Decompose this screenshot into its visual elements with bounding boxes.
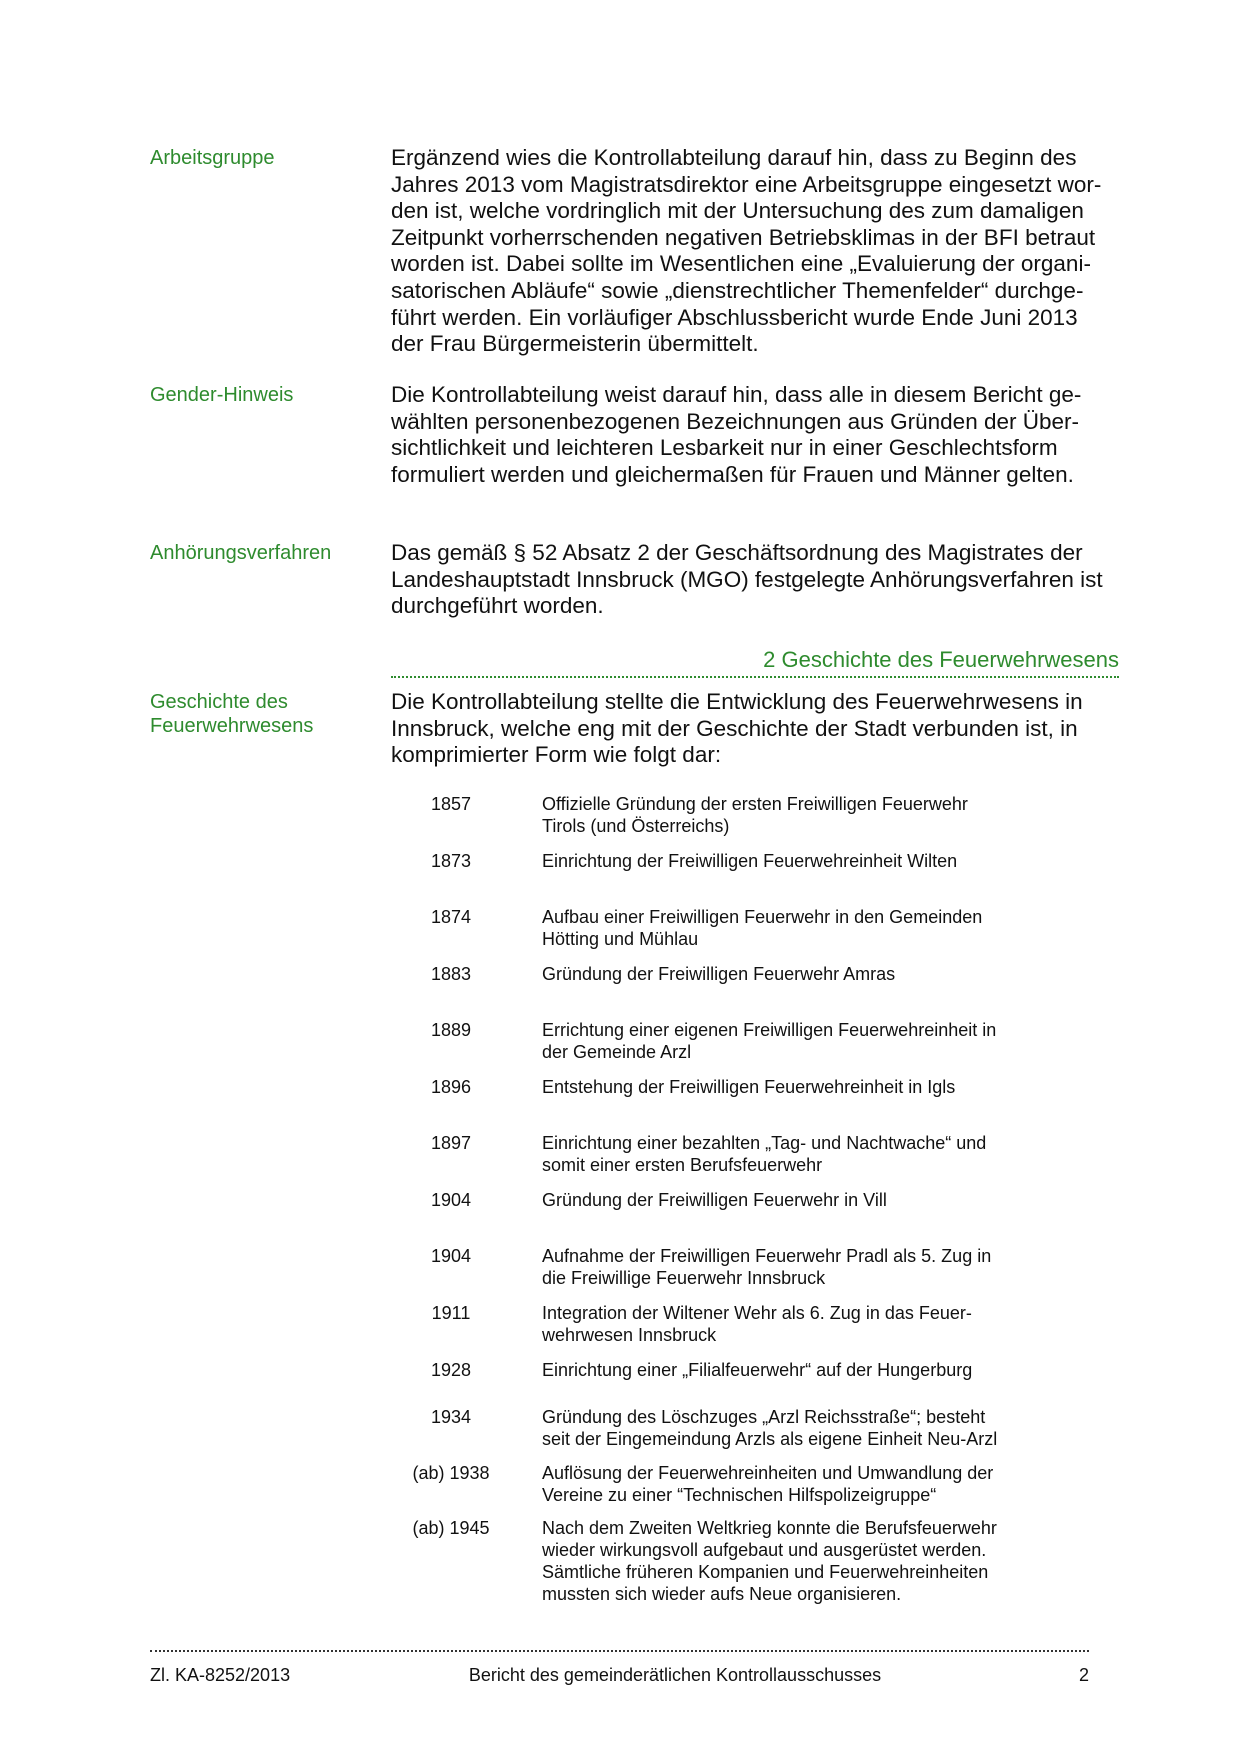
paragraph-gender-hinweis: [391, 382, 1119, 488]
timeline-text: [542, 1462, 1042, 1506]
timeline-text: [542, 1189, 1042, 1211]
timeline-line: Hötting und Mühlau: [542, 929, 699, 949]
timeline-year: 1874: [430, 907, 472, 927]
timeline-year: (ab) 1945: [412, 1518, 490, 1538]
paragraph-line: Die Kontrollabteilung stellte die Entwicklung des Feuerwehrwesens in: [391, 689, 1083, 714]
timeline-line: Errichtung einer eigenen Freiwilligen Feuerwehreinheit in: [542, 1020, 997, 1040]
timeline-text: [542, 1019, 1042, 1063]
paragraph-line: durchgeführt worden.: [391, 593, 604, 619]
paragraph-anhoerungsverfahren: [391, 540, 1119, 620]
timeline-line: Aufnahme der Freiwilligen Feuerwehr Pradl als 5. Zug in: [542, 1246, 992, 1266]
paragraph-line: der Frau Bürgermeisterin übermittelt.: [391, 331, 759, 357]
paragraph-arbeitsgruppe: [391, 145, 1119, 358]
timeline-line: Gründung der Freiwilligen Feuerwehr Amras: [542, 964, 896, 984]
timeline-line: die Freiwillige Feuerwehr Innsbruck: [542, 1268, 826, 1288]
timeline-line: Tirols (und Österreichs): [542, 816, 730, 836]
paragraph-line: Zeitpunkt vorherrschenden negativen Betriebsklimas in der BFI betraut: [391, 224, 1096, 250]
margin-label-line: Geschichte des: [150, 691, 288, 713]
margin-label-anhoerungsverfahren: Anhörungsverfahren: [150, 542, 332, 564]
timeline-text: [542, 1245, 1042, 1289]
paragraph-line: Das gemäß § 52 Absatz 2 der Geschäftsordnung des Magistrates der: [391, 540, 1083, 565]
timeline-text: [542, 1406, 1042, 1450]
timeline-year: 1911: [431, 1303, 471, 1323]
paragraph-line: sichtlichkeit und leichteren Lesbarkeit nur in einer Geschlechtsform: [391, 435, 1058, 461]
timeline-line: Nach dem Zweiten Weltkrieg konnte die Berufsfeuerwehr: [542, 1518, 997, 1538]
timeline-line: Gründung des Löschzuges „Arzl Reichsstraße“; besteht: [542, 1407, 986, 1427]
timeline-line: Sämtliche früheren Kompanien und Feuerwehreinheiten: [542, 1562, 989, 1582]
timeline-line: Auflösung der Feuerwehreinheiten und Umwandlung der: [542, 1463, 994, 1483]
timeline-line: seit der Eingemeindung Arzls als eigene Einheit Neu-Arzl: [542, 1429, 998, 1449]
margin-label-gender-hinweis: Gender-Hinweis: [150, 384, 294, 406]
timeline-line: Einrichtung der Freiwilligen Feuerwehreinheit Wilten: [542, 851, 958, 871]
timeline-line: wehrwesen Innsbruck: [542, 1325, 717, 1345]
paragraph-line: den ist, welche vordringlich mit der Untersuchung des zum damaligen: [391, 198, 1084, 224]
timeline-text: [542, 1132, 1042, 1176]
timeline-line: Aufbau einer Freiwilligen Feuerwehr in den Gemeinden: [542, 907, 983, 927]
timeline-text: [542, 1359, 1042, 1381]
footer-reference: Zl. KA-8252/2013: [150, 1665, 291, 1685]
paragraph-line: Innsbruck, welche eng mit der Geschichte der Stadt verbunden ist, in: [391, 715, 1078, 741]
timeline-text: [542, 1302, 1042, 1346]
timeline-line: Einrichtung einer bezahlten „Tag- und Nachtwache“ und: [542, 1133, 987, 1153]
paragraph-line: komprimierter Form wie folgt dar:: [391, 742, 722, 768]
timeline-line: mussten sich wieder aufs Neue organisieren.: [542, 1584, 902, 1604]
timeline-text: [542, 906, 1042, 950]
paragraph-line: Ergänzend wies die Kontrollabteilung darauf hin, dass zu Beginn des: [391, 145, 1077, 170]
timeline-year: 1904: [430, 1190, 472, 1210]
chapter-heading: 2 Geschichte des Feuerwehrwesens: [763, 647, 1119, 672]
timeline-year: 1873: [430, 851, 472, 871]
timeline-year: 1934: [430, 1407, 472, 1427]
timeline-text: [542, 963, 1042, 985]
footer-title: Bericht des gemeinderätlichen Kontrollausschusses: [468, 1665, 882, 1685]
timeline-line: der Gemeinde Arzl: [542, 1042, 692, 1062]
timeline-line: Offizielle Gründung der ersten Freiwilligen Feuerwehr: [542, 794, 968, 814]
timeline-line: Einrichtung einer „Filialfeuerwehr“ auf der Hungerburg: [542, 1360, 973, 1380]
timeline-line: Gründung der Freiwilligen Feuerwehr in Vill: [542, 1190, 887, 1210]
timeline-line: wieder wirkungsvoll aufgebaut und ausgerüstet werden.: [542, 1540, 987, 1560]
timeline-year: 1928: [430, 1360, 472, 1380]
timeline-year: 1857: [430, 794, 472, 814]
paragraph-line: führt werden. Ein vorläufiger Abschlussbericht wurde Ende Juni 2013: [391, 304, 1078, 330]
paragraph-line: formuliert werden und gleichermaßen für Frauen und Männer gelten.: [391, 461, 1074, 487]
timeline-line: Vereine zu einer “Technischen Hilfspolizeigruppe“: [542, 1485, 937, 1505]
footer-divider: [150, 1650, 1089, 1652]
timeline-text: [542, 793, 1042, 837]
timeline-text: [542, 1076, 1042, 1098]
paragraph-geschichte: [391, 689, 1119, 769]
timeline-year: 1897: [430, 1133, 472, 1153]
timeline-line: Integration der Wiltener Wehr als 6. Zug in das Feuer-: [542, 1303, 972, 1323]
page-number: 2: [1078, 1665, 1089, 1685]
timeline-year: 1883: [430, 964, 472, 984]
timeline-line: Entstehung der Freiwilligen Feuerwehreinheit in Igls: [542, 1077, 956, 1097]
margin-label-line: Feuerwehrwesens: [150, 715, 314, 737]
margin-label-geschichte: [150, 690, 370, 738]
heading-divider: [391, 676, 1119, 678]
timeline-year: 1904: [430, 1246, 472, 1266]
paragraph-line: worden ist. Dabei sollte im Wesentlichen eine „Evaluierung der organi-: [391, 251, 1091, 277]
paragraph-line: satorischen Abläufe“ sowie „dienstrechtlicher Themenfelder“ durchge-: [391, 277, 1084, 303]
margin-label-arbeitsgruppe: Arbeitsgruppe: [150, 147, 275, 169]
timeline-line: somit einer ersten Berufsfeuerwehr: [542, 1155, 823, 1175]
timeline-year: 1889: [430, 1020, 472, 1040]
timeline-text: [542, 1517, 1042, 1605]
paragraph-line: Die Kontrollabteilung weist darauf hin, dass alle in diesem Bericht ge-: [391, 382, 1082, 407]
timeline-text: [542, 850, 1042, 872]
paragraph-line: Jahres 2013 vom Magistratsdirektor eine Arbeitsgruppe eingesetzt wor-: [391, 171, 1102, 197]
timeline-year: 1896: [430, 1077, 472, 1097]
timeline-year: (ab) 1938: [412, 1463, 490, 1483]
paragraph-line: wählten personenbezogenen Bezeichnungen aus Gründen der Über-: [391, 408, 1079, 434]
paragraph-line: Landeshauptstadt Innsbruck (MGO) festgelegte Anhörungsverfahren ist: [391, 566, 1103, 592]
